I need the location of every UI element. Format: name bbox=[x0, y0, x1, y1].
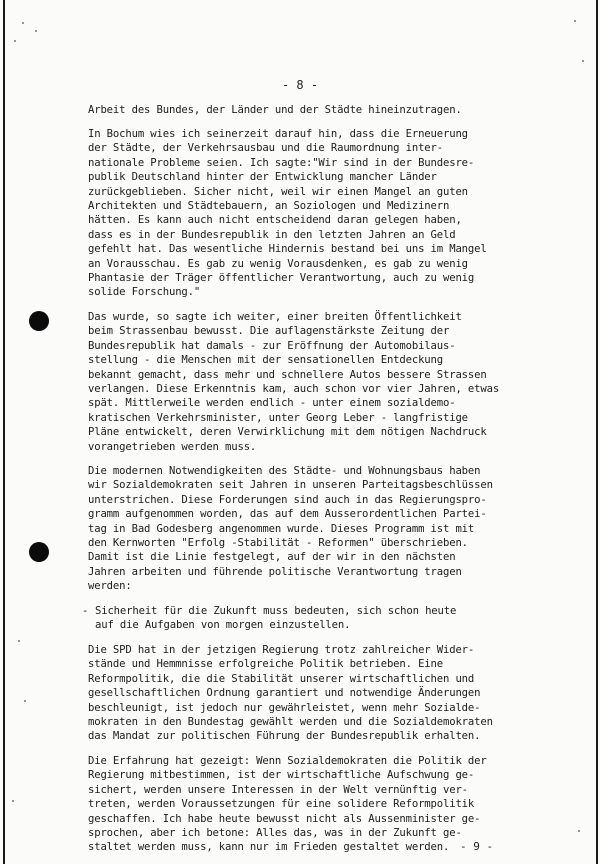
punch-hole-bottom bbox=[29, 542, 49, 562]
paragraph-2: In Bochum wies ich seinerzeit darauf hin, dass die Erneuerung der Städte, der Verkehrsausbau und die Raumordnung inter- nationale Probleme seien. Ich sagte:"Wir sind in der Bundesre- publik Deutschland hinter der Entwicklung mancher Länder zurückgeblieben. Sicher nicht, weil wir einen Mangel an guten Architekten und Städtebauern, an Soziologen und Medizinern hätten. Es kann auch nicht entscheidend daran gelegen haben, dass es in der Bundesrepublik in den letzten Jahren an Geld gefehlt hat. Das wesentliche Hindernis bestand bei uns im Mangel an Vorausschau. Es gab zu wenig Vorausdenken, es gab zu wenig Phantasie der Träger öffentlicher Verantwortung, auch zu wenig solide Forschung." bbox=[88, 128, 487, 299]
scan-speckle bbox=[14, 40, 16, 42]
scan-speckle bbox=[582, 60, 584, 62]
page-number: - 8 - bbox=[281, 78, 319, 92]
scan-speckle bbox=[35, 30, 37, 32]
paragraph-1: Arbeit des Bundes, der Länder und der Städte hineinzutragen. bbox=[88, 104, 462, 116]
scan-edge-right bbox=[596, 0, 598, 864]
punch-hole-top bbox=[29, 311, 49, 331]
scan-speckle bbox=[12, 800, 14, 802]
bullet-item: Sicherheit für die Zukunft muss bedeuten, sich schon heute auf die Aufgaben von morgen einzustellen. bbox=[95, 605, 457, 632]
scan-speckle bbox=[18, 640, 20, 642]
scan-speckle bbox=[578, 830, 580, 832]
paragraph-6: Die Erfahrung hat gezeigt: Wenn Sozialdemokraten die Politik der Regierung mitbestimmen, ist der wirtschaftliche Aufschwung ge- sichert, werden unsere Interessen in der Welt vernünftig ver- treten, werden Voraussetzungen für eine solidere Reformpolitik geschaffen. Ich habe heute bewusst nicht als Aussenminister ge- sprochen, aber ich betone: Alles das, was in der Zukunft ge- staltet werden muss, kann nur im Frieden gestaltet werden. bbox=[88, 755, 487, 854]
scan-edge-left bbox=[3, 0, 5, 864]
paragraph-5: Die SPD hat in der jetzigen Regierung trotz zahlreicher Wider- stände und Hemmnisse erfolgreiche Politik betrieben. Eine Reformpolitik, die die Stabilität unserer wirtschaftlichen und gesellschaftlichen Ordnung garantiert und notwendige Änderungen beschleunigt, ist jedoch nur gewährleistet, wenn mehr Sozialde- mokraten in den Bundestag gewählt werden und die Sozialdemokraten das Mandat zur politischen Führung der Bundesrepublik erhalten. bbox=[88, 644, 493, 743]
continuation-marker: - 9 - bbox=[460, 840, 494, 853]
paragraph-4: Die modernen Notwendigkeiten des Städte- und Wohnungsbaus haben wir Sozialdemokraten seit Jahren in unseren Parteitagsbeschlüssen unterstrichen. Diese Forderungen sind auch in das Regierungspro- gramm aufgenommen worden, das auf dem Ausserordentlichen Partei- tag in Bad Godesberg angenommen wurde. Dieses Programm ist mit den Kernworten "Erfolg -Stabilität - Reformen" überschrieben. Damit ist die Linie festgelegt, auf der wir in den nächsten Jahren arbeiten und führende politische Verantwortung tragen werden: bbox=[88, 465, 493, 593]
scan-speckle bbox=[22, 22, 24, 24]
scan-speckle bbox=[24, 700, 26, 702]
bullet-marker: - bbox=[82, 605, 89, 617]
paragraph-3: Das wurde, so sagte ich weiter, einer breiten Öffentlichkeit beim Strassenbau bewusst. Die auflagenstärkste Zeitung der Bundesrepublik hat damals - zur Eröffnung der Automobilaus- stellung - die Menschen mit der sensationellen Entdeckung bekannt gemacht, dass mehr und schnellere Autos bessere Strassen verlangen. Diese Erkenntnis kam, auch schon vor vier Jahren, etwas spät. Mittlerweile werden endlich - unter einem sozialdemo- kratischen Verkehrsminister, unter Georg Leber - langfristige Pläne entwickelt, deren Verwirklichung mit dem nötigen Nachdruck vorangetrieben werden muss. bbox=[88, 311, 500, 453]
scan-speckle bbox=[574, 20, 576, 22]
